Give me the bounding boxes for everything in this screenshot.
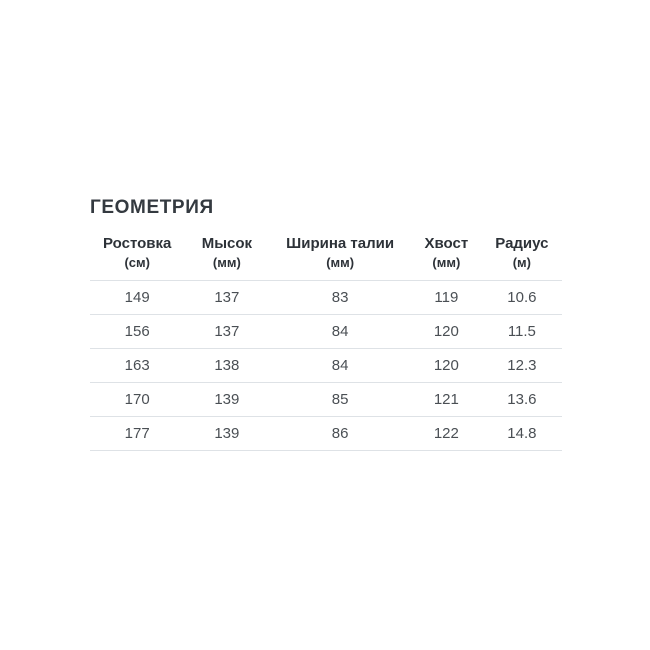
column-unit: (мм) bbox=[212, 255, 241, 270]
column-label: Радиус bbox=[495, 235, 549, 252]
table-cell: 120 bbox=[411, 315, 482, 349]
table-cell: 119 bbox=[411, 281, 482, 315]
table-cell: 120 bbox=[411, 349, 482, 383]
table-header bbox=[90, 235, 562, 281]
column-header-1 bbox=[90, 235, 184, 281]
table-cell: 86 bbox=[269, 417, 411, 451]
section-title: ГЕОМЕТРИЯ bbox=[90, 197, 214, 218]
column-header-5 bbox=[482, 235, 562, 281]
table-header-row bbox=[90, 235, 562, 281]
table-cell: 14.8 bbox=[482, 417, 562, 451]
column-header-2 bbox=[184, 235, 269, 281]
table-cell: 170 bbox=[90, 383, 184, 417]
table-row bbox=[90, 315, 562, 349]
column-header-3 bbox=[269, 235, 411, 281]
table-cell: 10.6 bbox=[482, 281, 562, 315]
table-cell: 84 bbox=[269, 349, 411, 383]
table-cell: 139 bbox=[184, 417, 269, 451]
table-cell: 139 bbox=[184, 383, 269, 417]
column-label: Хвост bbox=[424, 235, 469, 252]
table-cell: 122 bbox=[411, 417, 482, 451]
table-cell: 138 bbox=[184, 349, 269, 383]
table-row bbox=[90, 417, 562, 451]
table-cell: 156 bbox=[90, 315, 184, 349]
table-cell: 83 bbox=[269, 281, 411, 315]
table-cell: 149 bbox=[90, 281, 184, 315]
geometry-section bbox=[90, 197, 562, 451]
table-cell: 11.5 bbox=[482, 315, 562, 349]
table-cell: 85 bbox=[269, 383, 411, 417]
table-cell: 12.3 bbox=[482, 349, 562, 383]
column-unit: (см) bbox=[124, 255, 150, 270]
column-unit: (м) bbox=[512, 255, 531, 270]
column-label: Ширина талии bbox=[286, 235, 395, 252]
table-row bbox=[90, 383, 562, 417]
geometry-table bbox=[90, 235, 562, 451]
column-label: Мысок bbox=[201, 235, 253, 252]
column-label: Ростовка bbox=[103, 235, 172, 252]
table-cell: 177 bbox=[90, 417, 184, 451]
table-cell: 121 bbox=[411, 383, 482, 417]
table-row bbox=[90, 281, 562, 315]
table-cell: 163 bbox=[90, 349, 184, 383]
column-unit: (мм) bbox=[326, 255, 355, 270]
column-unit: (мм) bbox=[432, 255, 461, 270]
table-cell: 137 bbox=[184, 315, 269, 349]
table-body bbox=[90, 281, 562, 451]
column-header-4 bbox=[411, 235, 482, 281]
table-row bbox=[90, 349, 562, 383]
table-cell: 13.6 bbox=[482, 383, 562, 417]
table-cell: 137 bbox=[184, 281, 269, 315]
table-cell: 84 bbox=[269, 315, 411, 349]
